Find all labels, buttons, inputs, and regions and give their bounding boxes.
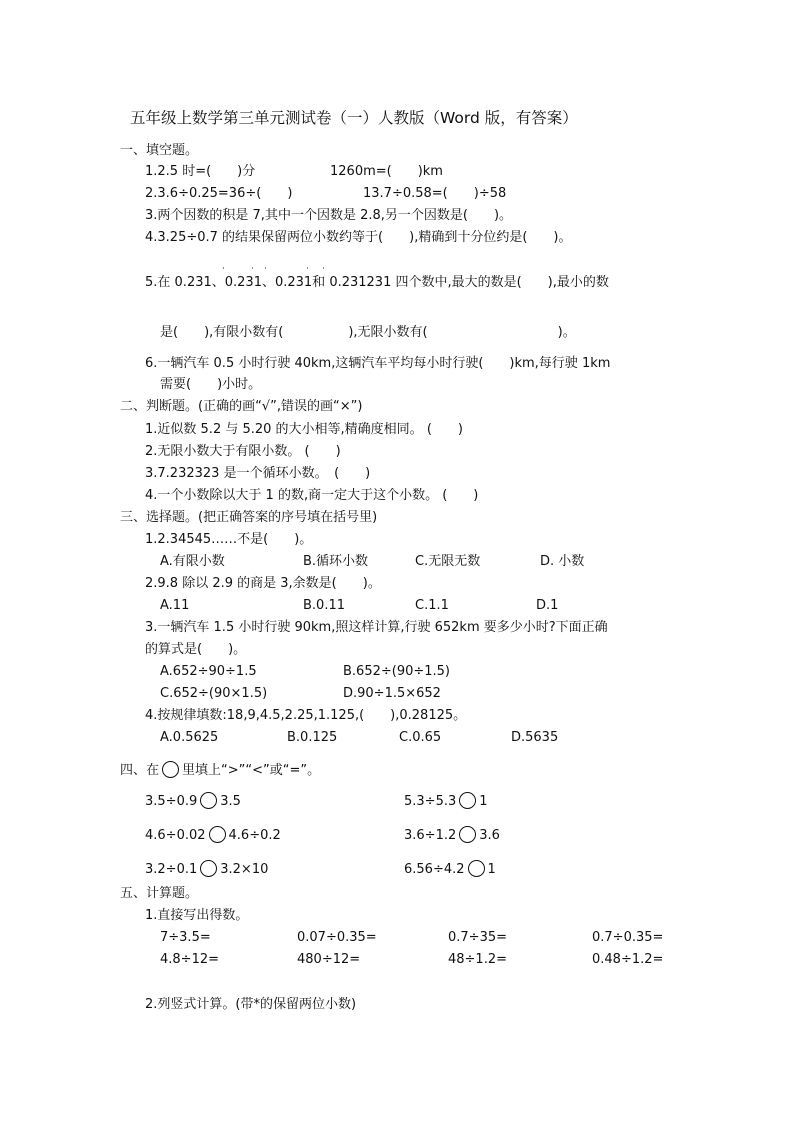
section-4-heading-prefix: 四、在 xyxy=(120,763,160,778)
s3-q4: 4.按规律填数:18,9,4.5,2.25,1.125,( ),0.28125。 xyxy=(145,708,467,723)
s3-q4-option: C.0.65 xyxy=(399,730,442,745)
section-2-heading: 二、判断题。(正确的画“√”,错误的画“×”) xyxy=(120,399,363,414)
s1-q3: 3.两个因数的积是 7,其中一个因数是 2.8,另一个因数是( )。 xyxy=(145,208,513,223)
compare-circle[interactable] xyxy=(459,792,476,809)
s1-q4: 4.3.25÷0.7 的结果保留两位小数约等于( ),精确到十分位约是( )。 xyxy=(145,230,572,245)
s1-q6-line-2: 需要( )小时。 xyxy=(160,377,262,392)
section-1-heading: 一、填空题。 xyxy=(120,143,199,158)
compare-circle[interactable] xyxy=(459,826,476,843)
compare-right: 3.6 xyxy=(479,828,500,843)
s1-q1-part-b: 1260m=( )km xyxy=(330,164,443,179)
s3-q3-option: A.652÷90÷1.5 xyxy=(160,664,257,679)
s2-q1: 1.近似数 5.2 与 5.20 的大小相等,精确度相同。 ( ) xyxy=(145,422,463,437)
s3-q1-option: C.无限无数 xyxy=(415,554,481,569)
calc-item: 4.8÷12= xyxy=(160,952,220,967)
s1-q5-line-1: 5.在 0.231、0.231、0.231和 0.231231 四个数中,最大的数是( ),最小的数 xyxy=(145,275,609,290)
compare-right: 3.5 xyxy=(220,794,241,809)
s1-q6-line-1: 6.一辆汽车 0.5 小时行驶 40km,这辆汽车平均每小时行驶( )km,每行驶 1km xyxy=(145,356,611,371)
calc-item: 0.48÷1.2= xyxy=(592,952,664,967)
s3-q1: 1.2.34545……不是( )。 xyxy=(145,532,313,547)
compare-item xyxy=(145,860,268,879)
compare-item xyxy=(404,792,488,811)
compare-item xyxy=(145,792,241,811)
compare-item xyxy=(145,826,281,845)
compare-left: 6.56÷4.2 xyxy=(404,862,465,877)
calc-item: 48÷1.2= xyxy=(448,952,508,967)
repeat-dot: · xyxy=(322,264,325,274)
s3-q3-option: D.90÷1.5×652 xyxy=(343,686,441,701)
compare-item xyxy=(404,826,500,845)
section-3-heading: 三、选择题。(把正确答案的序号填在括号里) xyxy=(120,510,378,525)
compare-left: 3.2÷0.1 xyxy=(145,862,198,877)
compare-right: 1 xyxy=(487,862,496,877)
compare-circle[interactable] xyxy=(209,826,226,843)
circle-icon xyxy=(162,761,179,778)
compare-right: 4.6÷0.2 xyxy=(228,828,281,843)
page-title: 五年级上数学第三单元测试卷（一）人教版（Word 版，有答案） xyxy=(130,109,578,127)
compare-left: 4.6÷0.02 xyxy=(145,828,206,843)
compare-left: 5.3÷5.3 xyxy=(404,794,457,809)
s3-q2-option: A.11 xyxy=(160,598,190,613)
compare-circle[interactable] xyxy=(200,792,217,809)
section-5-heading: 五、计算题。 xyxy=(120,886,199,901)
calc-item: 7÷3.5= xyxy=(160,930,211,945)
s1-q2-part-a: 2.3.6÷0.25=36÷( ) xyxy=(145,186,293,201)
s3-q2-option: C.1.1 xyxy=(415,598,449,613)
compare-left: 3.5÷0.9 xyxy=(145,794,198,809)
compare-right: 1 xyxy=(479,794,488,809)
s3-q3-option: C.652÷(90×1.5) xyxy=(160,686,268,701)
s1-q2-part-b: 13.7÷0.58=( )÷58 xyxy=(363,186,507,201)
s5-sub-1: 1.直接写出得数。 xyxy=(145,908,249,923)
repeat-dot: · xyxy=(306,264,309,274)
repeat-dot: · xyxy=(264,264,267,274)
compare-circle[interactable] xyxy=(200,860,217,877)
s3-q1-option: A.有限小数 xyxy=(160,554,225,569)
s3-q1-option: B.循环小数 xyxy=(303,554,369,569)
calc-item: 0.7÷0.35= xyxy=(592,930,664,945)
calc-item: 480÷12= xyxy=(297,952,361,967)
s3-q2-option: B.0.11 xyxy=(303,598,345,613)
calc-item: 0.07÷0.35= xyxy=(297,930,377,945)
s1-q5-line-2: 是( ),有限小数有( ),无限小数有( )。 xyxy=(160,325,576,340)
s3-q4-option: B.0.125 xyxy=(287,730,338,745)
s3-q2-option: D.1 xyxy=(536,598,559,613)
section-4-heading-suffix: 里填上“>”“<”或“=”。 xyxy=(182,763,321,778)
compare-left: 3.6÷1.2 xyxy=(404,828,457,843)
s2-q3: 3.7.232323 是一个循环小数。 ( ) xyxy=(145,466,371,481)
s1-q1-part-a: 1.2.5 时=( )分 xyxy=(145,164,256,179)
compare-right: 3.2×10 xyxy=(220,862,269,877)
repeat-dot: · xyxy=(251,264,254,274)
compare-circle[interactable] xyxy=(468,860,485,877)
s2-q2: 2.无限小数大于有限小数。 ( ) xyxy=(145,444,341,459)
s3-q3-option: B.652÷(90÷1.5) xyxy=(343,664,451,679)
s3-q4-option: A.0.5625 xyxy=(160,730,219,745)
s3-q2: 2.9.8 除以 2.9 的商是 3,余数是( )。 xyxy=(145,576,381,591)
section-4-heading xyxy=(120,761,320,780)
repeat-dot: · xyxy=(222,264,225,274)
s2-q4: 4.一个小数除以大于 1 的数,商一定大于这个小数。 ( ) xyxy=(145,488,479,503)
s3-q4-option: D.5635 xyxy=(511,730,559,745)
calc-item: 0.7÷35= xyxy=(448,930,508,945)
compare-item xyxy=(404,860,496,879)
s3-q3-line-2: 的算式是( )。 xyxy=(145,642,247,657)
s3-q1-option: D. 小数 xyxy=(540,554,585,569)
s3-q3-line-1: 3.一辆汽车 1.5 小时行驶 90km,照这样计算,行驶 652km 要多少小时?下面正确 xyxy=(145,620,608,635)
s5-sub-2: 2.列竖式计算。(带*的保留两位小数) xyxy=(145,997,357,1012)
